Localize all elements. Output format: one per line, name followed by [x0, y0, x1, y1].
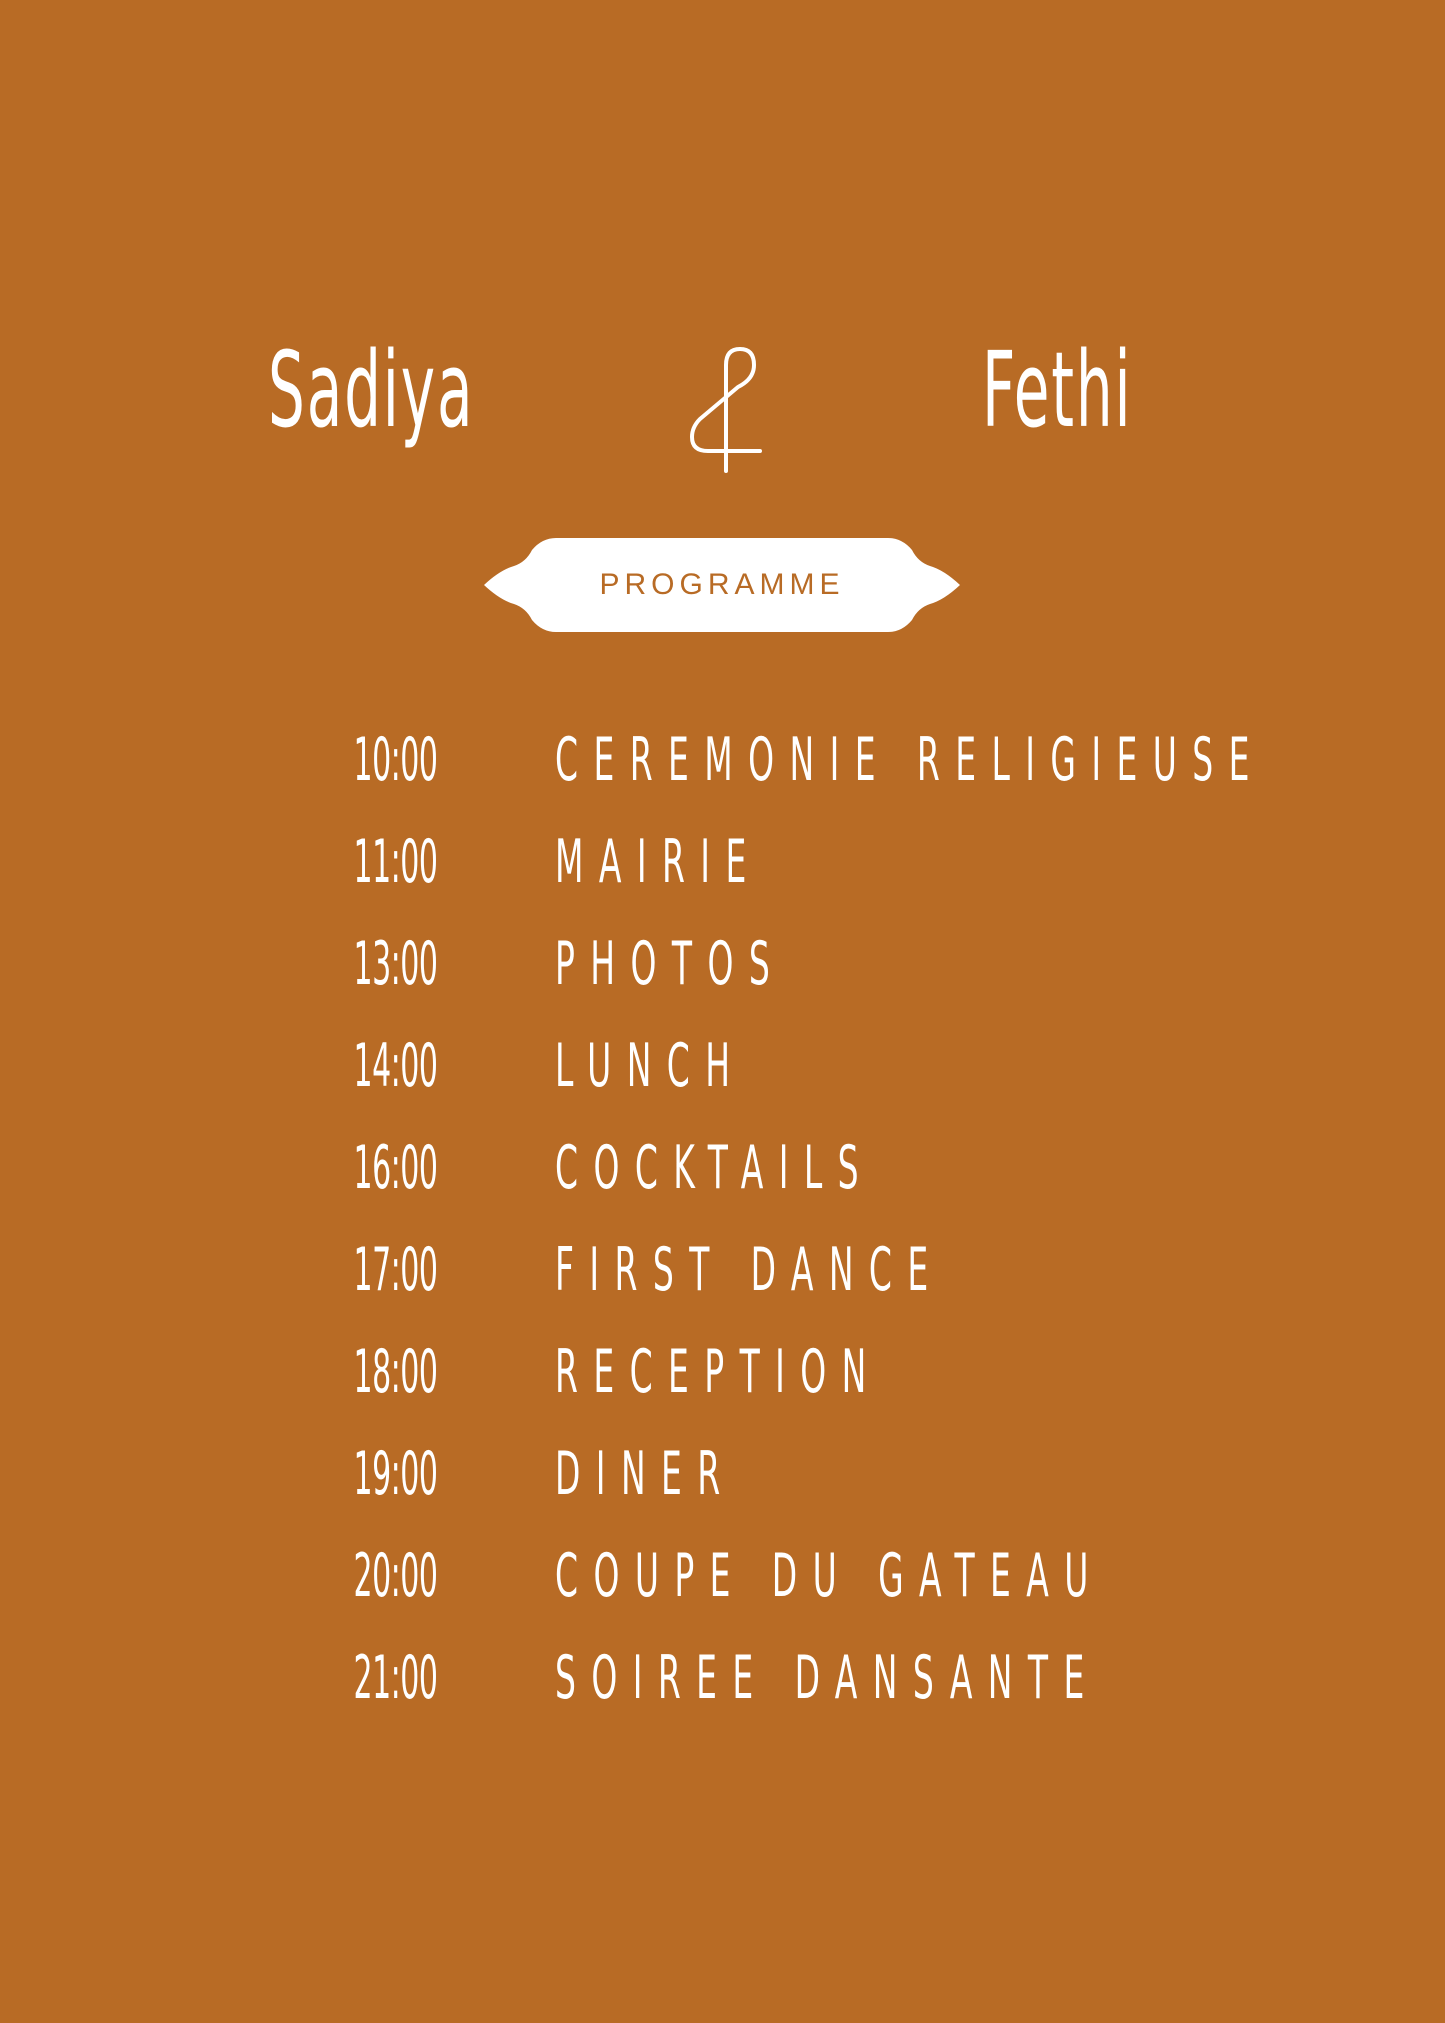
schedule-row: [300, 1332, 1200, 1434]
schedule-row: [300, 1434, 1200, 1536]
schedule-list: [300, 720, 1265, 1740]
schedule-time: 10:00: [353, 725, 438, 795]
schedule-event: DINER: [555, 1439, 736, 1509]
schedule-row: [300, 720, 1265, 822]
schedule-row: [300, 1638, 1200, 1740]
schedule-time: 20:00: [353, 1541, 438, 1611]
programme-banner: [484, 536, 960, 634]
schedule-event: FIRST DANCE: [555, 1235, 944, 1305]
schedule-time: 18:00: [353, 1337, 438, 1407]
schedule-event: RECEPTION: [555, 1337, 882, 1407]
schedule-event: MAIRIE: [555, 827, 762, 897]
schedule-row: [300, 1128, 1200, 1230]
schedule-time: 14:00: [353, 1031, 438, 1101]
schedule-row: [300, 822, 1200, 924]
schedule-time: 11:00: [353, 827, 438, 897]
schedule-row: [300, 1230, 1200, 1332]
groom-name: Fethi: [982, 329, 1133, 451]
schedule-event: COUPE DU GATEAU: [555, 1541, 1104, 1611]
schedule-time: 16:00: [353, 1133, 438, 1203]
schedule-row: [300, 924, 1200, 1026]
schedule-event: LUNCH: [555, 1031, 746, 1101]
programme-title: PROGRAMME: [599, 568, 845, 601]
schedule-row: [300, 1536, 1200, 1638]
schedule-event: COCKTAILS: [555, 1133, 874, 1203]
schedule-event: CEREMONIE RELIGIEUSE: [555, 725, 1265, 795]
schedule-row: [300, 1026, 1200, 1128]
schedule-event: SOIREE DANSANTE: [555, 1643, 1100, 1713]
schedule-time: 13:00: [353, 929, 438, 999]
schedule-event: PHOTOS: [555, 929, 786, 999]
ampersand-ornament-icon: [690, 345, 762, 475]
schedule-time: 21:00: [353, 1643, 438, 1713]
schedule-time: 17:00: [353, 1235, 438, 1305]
bride-name: Sadiya: [268, 329, 475, 451]
schedule-time: 19:00: [353, 1439, 438, 1509]
